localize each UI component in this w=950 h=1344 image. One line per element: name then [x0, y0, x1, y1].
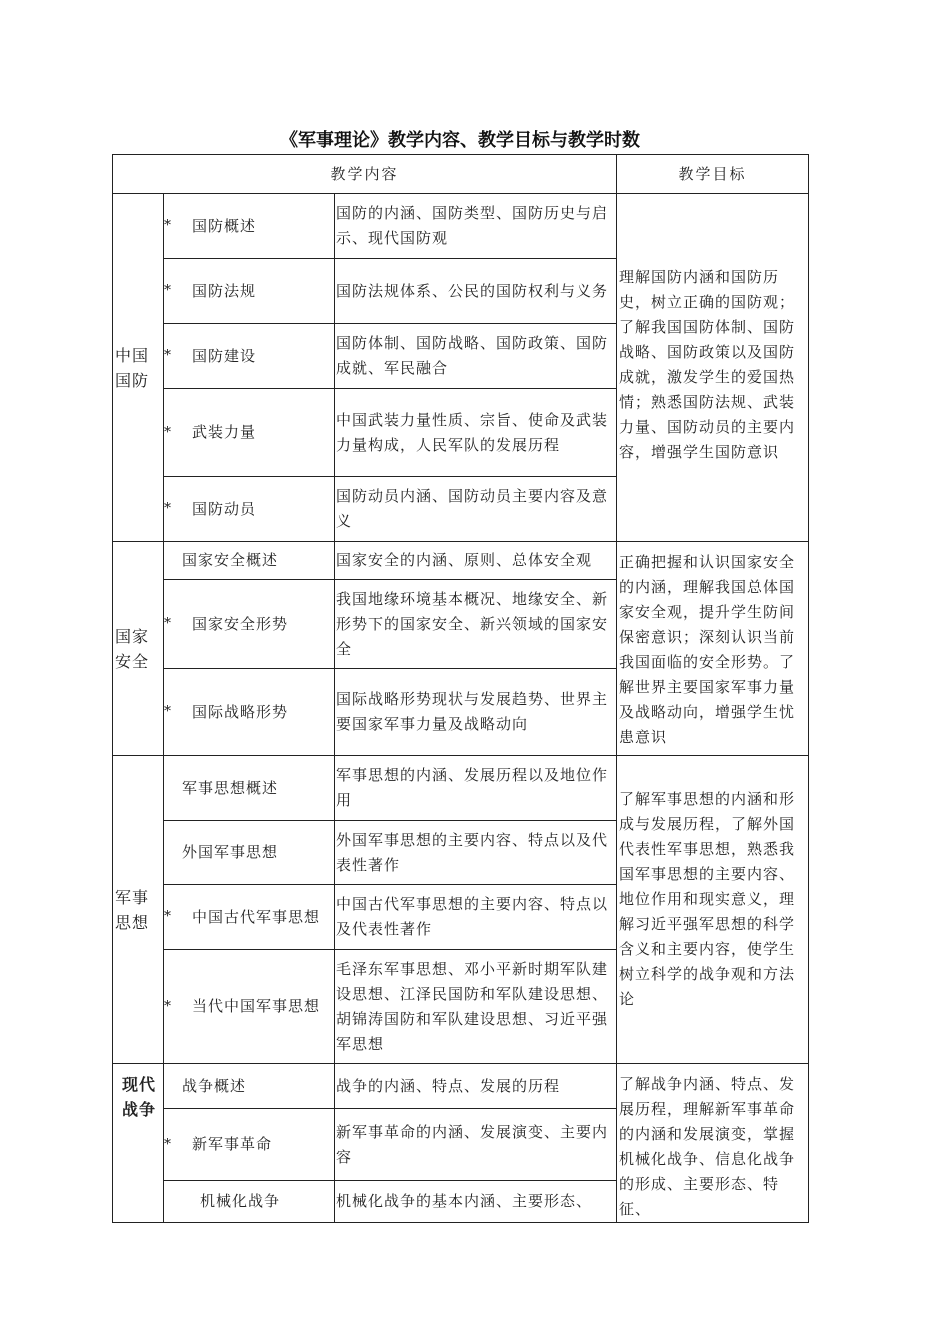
topic-label: 新军事革命: [192, 1135, 273, 1154]
topic-label: 国家安全形势: [192, 614, 289, 633]
header-goal: 教学目标: [617, 155, 809, 194]
content-cell: 我国地缘环境基本概况、地缘安全、新形势下的国家安全、新兴领域的国家安全: [335, 580, 617, 669]
goal-cell: [617, 756, 809, 1064]
topic-label: 国家安全概述: [182, 551, 279, 569]
table-row: [113, 542, 809, 580]
content-cell: 国防的内涵、国防类型、国防历史与启示、现代国防观: [335, 194, 617, 259]
goal-text: 了解战争内涵、特点、发展历程，理解新军事革命的内涵和发展演变，掌握机械化战争、信息化战争的形成、主要形态、特征、: [619, 1075, 796, 1218]
header-content: 教学内容: [113, 155, 617, 194]
topic-label: 国防动员: [192, 499, 257, 518]
topic-cell: [164, 194, 335, 259]
topic-cell: [164, 756, 335, 821]
category-cell: [113, 194, 164, 542]
content-cell: 中国武装力量性质、宗旨、使命及武装力量构成，人民军队的发展历程: [335, 389, 617, 477]
content-cell: 国防法规体系、公民的国防权利与义务: [335, 259, 617, 324]
header-row: [113, 155, 809, 194]
table-row: [113, 1064, 809, 1109]
category-line: 战争: [121, 1100, 156, 1119]
topic-cell: [164, 821, 335, 885]
star-marker: *: [164, 908, 172, 925]
star-marker: *: [164, 1136, 172, 1153]
topic-cell: [164, 950, 335, 1064]
category-line: 国家: [115, 626, 150, 646]
document-title: 《军事理论》教学内容、教学目标与教学时数: [280, 130, 640, 151]
topic-label: 国防概述: [192, 216, 257, 235]
topic-label: 中国古代军事思想: [192, 907, 321, 926]
star-marker: *: [164, 500, 172, 517]
category-cell: [113, 1064, 164, 1223]
category-cell: [113, 756, 164, 1064]
topic-label: 外国军事思想: [182, 843, 279, 861]
goal-text: 理解国防内涵和国防历史，树立正确的国防观；了解我国国防体制、国防战略、国防政策以及国防成就，激发学生的爱国热情；熟悉国防法规、武装力量、国防动员的主要内容，增强学生国防意识: [619, 267, 796, 461]
content-cell: 毛泽东军事思想、邓小平新时期军队建设思想、江泽民国防和军队建设思想、胡锦涛国防和军队建设思想、习近平强军思想: [335, 950, 617, 1064]
star-marker: *: [164, 282, 172, 299]
content-cell: 国际战略形势现状与发展趋势、世界主要国家军事力量及战略动向: [335, 669, 617, 756]
star-marker: *: [164, 217, 172, 234]
topic-label: 国防建设: [192, 346, 257, 365]
category-line: 思想: [115, 912, 150, 932]
goal-text: 了解军事思想的内涵和形成与发展历程，了解外国代表性军事思想，熟悉我国军事思想的主要内容、地位作用和现实意义，理解习近平强军思想的科学含义和主要内容，使学生树立科学的战争观和方法论: [619, 790, 796, 1008]
topic-label: 当代中国军事思想: [192, 997, 321, 1015]
topic-cell: [164, 885, 335, 950]
content-cell: 国防动员内涵、国防动员主要内容及意义: [335, 477, 617, 542]
content-cell: 国家安全的内涵、原则、总体安全观: [335, 542, 617, 580]
content-cell: 国防体制、国防战略、国防政策、国防成就、军民融合: [335, 324, 617, 389]
topic-cell: [164, 1109, 335, 1181]
content-cell: 机械化战争的基本内涵、主要形态、: [335, 1181, 617, 1223]
category-line: 安全: [115, 651, 150, 671]
content-cell: 外国军事思想的主要内容、特点以及代表性著作: [335, 821, 617, 885]
goal-cell: [617, 194, 809, 542]
star-marker: *: [164, 615, 172, 632]
content-cell: 中国古代军事思想的主要内容、特点以及代表性著作: [335, 885, 617, 950]
topic-cell: [164, 477, 335, 542]
topic-cell: [164, 1064, 335, 1109]
star-marker: *: [164, 703, 172, 720]
goal-cell: [617, 1064, 809, 1223]
star-marker: *: [164, 424, 172, 440]
category-cell: [113, 542, 164, 756]
table-row: [113, 194, 809, 259]
topic-cell: [164, 389, 335, 477]
topic-label: 国防法规: [192, 281, 257, 300]
content-cell: 战争的内涵、特点、发展的历程: [335, 1064, 617, 1109]
topic-label: 国际战略形势: [192, 702, 289, 721]
topic-cell: [164, 580, 335, 669]
topic-label: 战争概述: [182, 1076, 247, 1095]
topic-cell: [164, 324, 335, 389]
topic-cell: [164, 259, 335, 324]
category-line: 中国: [115, 345, 150, 365]
topic-label: 武装力量: [192, 423, 257, 441]
topic-label: 军事思想概述: [182, 778, 279, 797]
curriculum-table: [112, 154, 809, 1223]
star-marker: *: [164, 998, 172, 1014]
content-cell: 新军事革命的内涵、发展演变、主要内容: [335, 1109, 617, 1181]
table-row: [113, 756, 809, 821]
topic-cell: [164, 1181, 335, 1223]
goal-text: 正确把握和认识国家安全的内涵，理解我国总体国家安全观，提升学生防间保密意识；深刻认识当前我国面临的安全形势。了解世界主要国家军事力量及战略动向，增强学生忧患意识: [619, 553, 796, 746]
topic-label: 机械化战争: [200, 1192, 281, 1211]
topic-cell: [164, 542, 335, 580]
goal-cell: [617, 542, 809, 756]
topic-cell: [164, 669, 335, 756]
category-line: 现代: [121, 1075, 156, 1094]
star-marker: *: [164, 347, 172, 364]
category-line: 国防: [115, 370, 150, 390]
category-line: 军事: [115, 887, 150, 907]
content-cell: 军事思想的内涵、发展历程以及地位作用: [335, 756, 617, 821]
